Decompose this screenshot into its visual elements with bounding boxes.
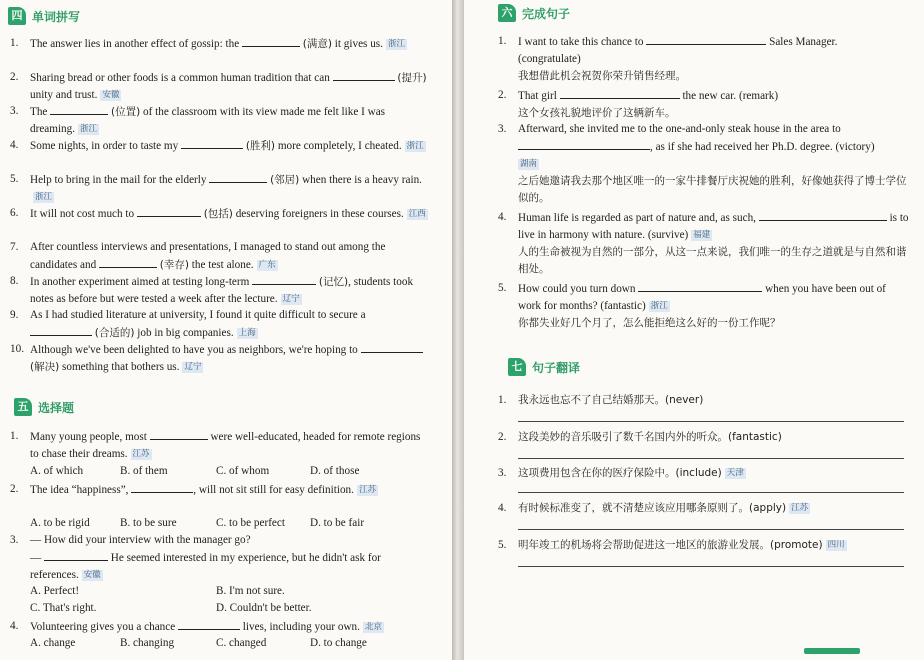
spelling-item: 7. After countless interviews and presentations, I managed to stand out among the candidates and (幸存) the test alone. 广东 [10, 241, 386, 271]
region-tag: 江苏 [791, 503, 809, 513]
region-tag: 辽宁 [184, 362, 202, 372]
answer-blank[interactable] [518, 138, 650, 150]
region-tag: 浙江 [80, 124, 98, 134]
answer-blank[interactable] [50, 103, 108, 115]
answer-blank[interactable] [150, 428, 208, 440]
option-c[interactable]: C. That's right. [30, 602, 97, 614]
spelling-item: 6. It will not cost much to (包括) deserving foreigners in these courses. 江西 [10, 207, 426, 220]
section-4-header [8, 7, 80, 25]
region-tag: 浙江 [387, 39, 405, 49]
region-tag: 天津 [726, 468, 744, 478]
option-d[interactable]: D. of those [310, 465, 360, 477]
answer-blank[interactable] [759, 209, 887, 221]
answer-line[interactable] [518, 529, 904, 530]
section-title: 选择题 [38, 400, 75, 415]
choice-options [30, 463, 430, 480]
option-b[interactable]: B. of them [120, 465, 168, 477]
spelling-item: 10. Although we've been delighted to have you as neighbors, we're hoping to (解决) something that bothers us. 辽宁 [10, 341, 428, 375]
region-tag: 湖南 [520, 159, 538, 169]
choice-question: 1. Many young people, most were well-educated, headed for remote regions to chase their dreams. 江苏 [10, 430, 421, 460]
answer-blank[interactable] [361, 341, 423, 353]
option-c[interactable]: C. of whom [216, 465, 270, 477]
answer-line[interactable] [518, 566, 904, 567]
answer-blank[interactable] [209, 171, 267, 183]
region-tag: 辽宁 [282, 294, 300, 304]
section-number-badge: 五 [14, 398, 32, 416]
chinese-hint: 之后她邀请我去那个地区唯一的一家牛排餐厅庆祝她的胜利，好像她获得了博士学位似的。 [518, 175, 907, 204]
option-d[interactable]: D. to change [310, 637, 367, 649]
option-b[interactable]: B. changing [120, 637, 175, 649]
region-tag: 浙江 [35, 192, 53, 202]
answer-blank[interactable] [181, 137, 243, 149]
answer-blank[interactable] [252, 273, 316, 285]
translation-item: 1. 我永远也忘不了自己结婚那天。(never) [498, 394, 704, 406]
region-tag: 浙江 [406, 141, 424, 151]
translation-item: 3. 这项费用包含在你的医疗保险中。(include) 天津 [498, 467, 744, 479]
region-tag: 北京 [364, 622, 382, 632]
region-tag: 江苏 [132, 449, 150, 459]
spelling-item: 2. Sharing bread or other foods is a common human tradition that can (提升) unity and trust. 安徽 [10, 71, 427, 101]
option-a[interactable]: A. of which [30, 465, 84, 477]
option-a[interactable]: A. change [30, 637, 76, 649]
spelling-item: 9. As I had studied literature at university, I found it quite difficult to secure a (合适的) job in big companies. 上海 [10, 309, 366, 339]
answer-blank[interactable] [333, 69, 395, 81]
completion-item: 2. That girl the new car. (remark) 这个女孩礼貌地评价了这辆新车。 [498, 89, 779, 119]
choice-question: 2. The idea “happiness”, , will not sit still for easy definition. 江苏 [10, 483, 376, 496]
answer-blank[interactable] [178, 618, 240, 630]
option-d[interactable]: D. Couldn't be better. [216, 602, 312, 614]
completion-item: 5. How could you turn down when you have been out of work for months? (fantastic) 浙江 你都失业好几个月了，怎么能拒绝这么好的一份工作呢？ [498, 282, 886, 329]
answer-blank[interactable] [137, 205, 201, 217]
section-title: 句子翻译 [532, 360, 581, 375]
choice-question: 3. — How did your interview with the manager go? — He seemed interested in my experience, but he didn't ask for references. 安徽 [10, 534, 381, 581]
option-c[interactable]: C. changed [216, 637, 267, 649]
left-page [0, 0, 452, 660]
region-tag: 广东 [258, 260, 276, 270]
section-title: 单词拼写 [32, 9, 81, 24]
region-tag: 安徽 [83, 570, 101, 580]
option-b[interactable]: B. to be sure [120, 517, 177, 529]
section-number-badge: 七 [508, 358, 526, 376]
section-5-header [14, 398, 74, 416]
region-tag: 浙江 [650, 301, 668, 311]
answer-blank[interactable] [638, 280, 762, 292]
chinese-hint: 你都失业好几个月了，怎么能拒绝这么好的一份工作呢？ [518, 317, 781, 329]
spelling-item: 4. Some nights, in order to taste my (胜利) more completely, I cheated. 浙江 [10, 139, 424, 152]
answer-blank[interactable] [646, 33, 766, 45]
spelling-item: 8. In another experiment aimed at testing long-term (记忆), students took notes as before but were tested a week after the lecture. 辽宁 [10, 275, 414, 305]
chinese-hint: 我想借此机会祝贺你荣升销售经理。 [518, 70, 686, 82]
choice-options [30, 635, 430, 652]
spelling-item: 1. The answer lies in another effect of gossip: the (满意) it gives us. 浙江 [10, 37, 405, 50]
answer-blank[interactable] [242, 35, 300, 47]
option-a[interactable]: A. to be rigid [30, 517, 90, 529]
section-number-badge: 四 [8, 7, 26, 25]
region-tag: 四川 [827, 540, 845, 550]
right-page [464, 0, 924, 660]
answer-blank[interactable] [560, 87, 680, 99]
option-a[interactable]: A. Perfect! [30, 585, 80, 597]
answer-line[interactable] [518, 421, 904, 422]
option-b[interactable]: B. I'm not sure. [216, 585, 285, 597]
chinese-hint: 这个女孩礼貌地评价了这辆新车。 [518, 107, 676, 119]
region-tag: 福建 [693, 230, 711, 240]
book-gutter [452, 0, 464, 660]
answer-blank[interactable] [44, 549, 108, 561]
completion-item: 1. I want to take this chance to Sales Manager. (congratulate) 我想借此机会祝贺你荣升销售经理。 [498, 35, 838, 82]
answer-blank[interactable] [99, 256, 157, 268]
region-tag: 江西 [408, 209, 426, 219]
spelling-item: 5. Help to bring in the mail for the elderly (邻居) when there is a heavy rain.浙江 [10, 173, 422, 202]
answer-line[interactable] [518, 458, 904, 459]
answer-blank[interactable] [30, 324, 92, 336]
choice-options [30, 583, 430, 617]
page-footer-bar [804, 648, 860, 654]
region-tag: 江苏 [358, 485, 376, 495]
answer-blank[interactable] [131, 481, 193, 493]
option-c[interactable]: C. to be perfect [216, 517, 285, 529]
section-number-badge: 六 [498, 4, 516, 22]
section-7-header [508, 358, 580, 376]
choice-question: 4. Volunteering gives you a chance lives, including your own. 北京 [10, 620, 382, 633]
region-tag: 安徽 [102, 90, 120, 100]
chinese-hint: 人的生命被视为自然的一部分，从这一点来说，我们唯一的生存之道就是与自然和谐相处。 [518, 246, 907, 275]
translation-item: 5. 明年竣工的机场将会帮助促进这一地区的旅游业发展。(promote) 四川 [498, 539, 845, 551]
answer-line[interactable] [518, 492, 904, 493]
choice-options [30, 515, 430, 532]
spelling-item: 3. The (位置) of the classroom with its view made me felt like I was dreaming. 浙江 [10, 105, 386, 135]
translation-item: 2. 这段美妙的音乐吸引了数千名国内外的听众。(fantastic) [498, 431, 782, 443]
region-tag: 上海 [238, 328, 256, 338]
option-d[interactable]: D. to be fair [310, 517, 365, 529]
completion-item: 3. Afterward, she invited me to the one-and-only steak house in the area to , as if she had received her Ph.D. degree. (victory) 湖南 之后她邀请我去那个地区唯一的一家牛排餐厅庆祝她的胜利，好像她获得了博士学位似的。 [498, 123, 907, 204]
translation-item: 4. 有时候标准变了，就不清楚应该应用哪条原则了。(apply) 江苏 [498, 502, 809, 514]
section-6-header [498, 4, 570, 22]
completion-item: 4. Human life is regarded as part of nature and, as such, is to live in harmony with nature. (survive) 福建 人的生命被视为自然的一部分，从这一点来说，我们唯一的生存之道就是与自然和谐相处。 [498, 211, 909, 275]
section-title: 完成句子 [522, 6, 571, 21]
